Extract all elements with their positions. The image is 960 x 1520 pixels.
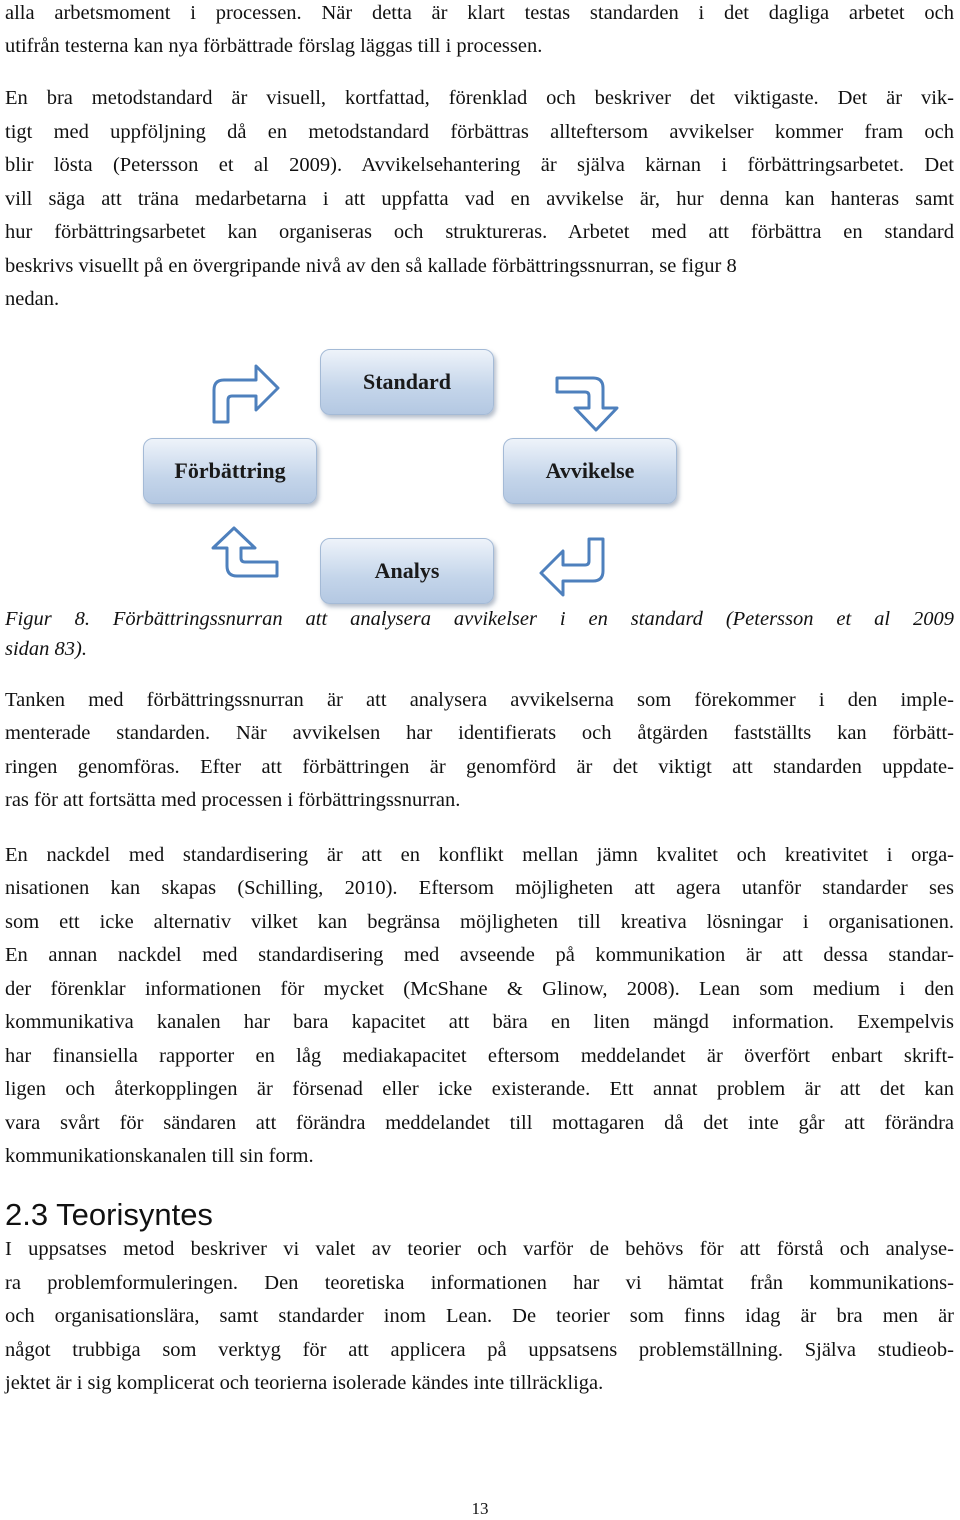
text-line: vara svårt för sändaren att förändra meddelandet till mottagaren då det inte går att förändra — [5, 1112, 954, 1134]
node-standard: Standard — [320, 349, 494, 415]
curved-arrow-icon — [537, 535, 609, 599]
text-line: har finansiella rapporter en låg mediakapacitet eftersom meddelandet är överfört enbart skrift- — [5, 1045, 954, 1067]
text-line: utifrån testerna kan nya förbättrade förslag läggas till i processen. — [5, 35, 543, 57]
caption-line: sidan 83). — [5, 638, 87, 660]
text-line: menterade standarden. När avvikelsen har identifierats och åtgärden fastställts kan förbätt- — [5, 722, 954, 744]
node-forbattring: Förbättring — [143, 438, 317, 504]
text-line: tigt med uppföljning då en metodstandard förbättras allteftersom avvikelser kommer fram och — [5, 121, 954, 143]
text-line: ligen och återkopplingen är försenad eller icke existerande. Ett annat problem är att det kan — [5, 1078, 954, 1100]
text-line: nedan. — [5, 288, 60, 310]
text-line: kommunikativa kanalen har bara kapacitet att bära en liten mängd information. Exempelvis — [5, 1011, 954, 1033]
text-line: I uppsatses metod beskriver vi valet av teorier och varför de behövs för att förstå och analyse- — [5, 1238, 954, 1260]
curved-arrow-icon — [197, 524, 281, 580]
text-line: alla arbetsmoment i processen. När detta är klart testas standarden i det dagliga arbetet och — [5, 2, 954, 24]
text-line: något trubbiga som verktyg för att applicera på uppsatsens problemställning. Själva studieob- — [5, 1339, 954, 1361]
node-analys: Analys — [320, 538, 494, 604]
node-avvikelse: Avvikelse — [503, 438, 677, 504]
text-line: ringen genomföras. Efter att förbättringen är genomförd är det viktigt att standarden uppdate- — [5, 756, 954, 778]
text-line: beskrivs visuellt på en övergripande nivå av den så kallade förbättringssnurran, se figur 8 — [5, 255, 737, 277]
caption-line: Figur 8. Förbättringssnurran att analysera avvikelser i en standard (Petersson et al 2009 — [5, 608, 954, 630]
text-line: En bra metodstandard är visuell, kortfattad, förenklad och beskriver det viktigaste. Det är vik- — [5, 87, 954, 109]
text-line: som ett icke alternativ vilket kan begränsa möjligheten till kreativa lösningar i organisationen. — [5, 911, 954, 933]
text-line: En nackdel med standardisering är att en konflikt mellan jämn kvalitet och kreativitet i orga- — [5, 844, 954, 866]
text-line: vill säga att träna medarbetarna i att uppfatta vad en avvikelse är, hur denna kan hanteras samt — [5, 188, 954, 210]
text-line: ras för att fortsätta med processen i förbättringssnurran. — [5, 789, 461, 811]
text-line: nisationen kan skapas (Schilling, 2010). Eftersom möjligheten att agera utanför standarder ses — [5, 877, 954, 899]
section-heading: 2.3 Teorisyntes — [5, 1197, 213, 1232]
text-line: jektet är i sig komplicerat och teorierna isolerade kändes inte tillräckliga. — [5, 1372, 604, 1394]
page-number: 13 — [471, 1499, 489, 1518]
text-line: ra problemformuleringen. Den teoretiska informationen har vi hämtat från kommunikations- — [5, 1272, 954, 1294]
text-line: Tanken med förbättringssnurran är att analysera avvikelserna som förekommer i den imple- — [5, 689, 954, 711]
text-line: der förenklar informationen för mycket (McShane & Glinow, 2008). Lean som medium i den — [5, 978, 954, 1000]
text-line: En annan nackdel med standardisering med avseende på kommunikation är att dessa standar- — [5, 944, 954, 966]
text-line: kommunikationskanalen till sin form. — [5, 1145, 314, 1167]
text-line: blir lösta (Petersson et al 2009). Avvikelsehantering är själva kärnan i förbättringsarbetet. Det — [5, 154, 954, 176]
curved-arrow-icon — [210, 362, 282, 426]
text-line: och organisationslära, samt standarder inom Lean. De teorier som finns idag är bra men är — [5, 1305, 954, 1327]
text-line: hur förbättringsarbetet kan organiseras och struktureras. Arbetet med att förbättra en standard — [5, 221, 954, 243]
curved-arrow-icon — [553, 374, 625, 434]
